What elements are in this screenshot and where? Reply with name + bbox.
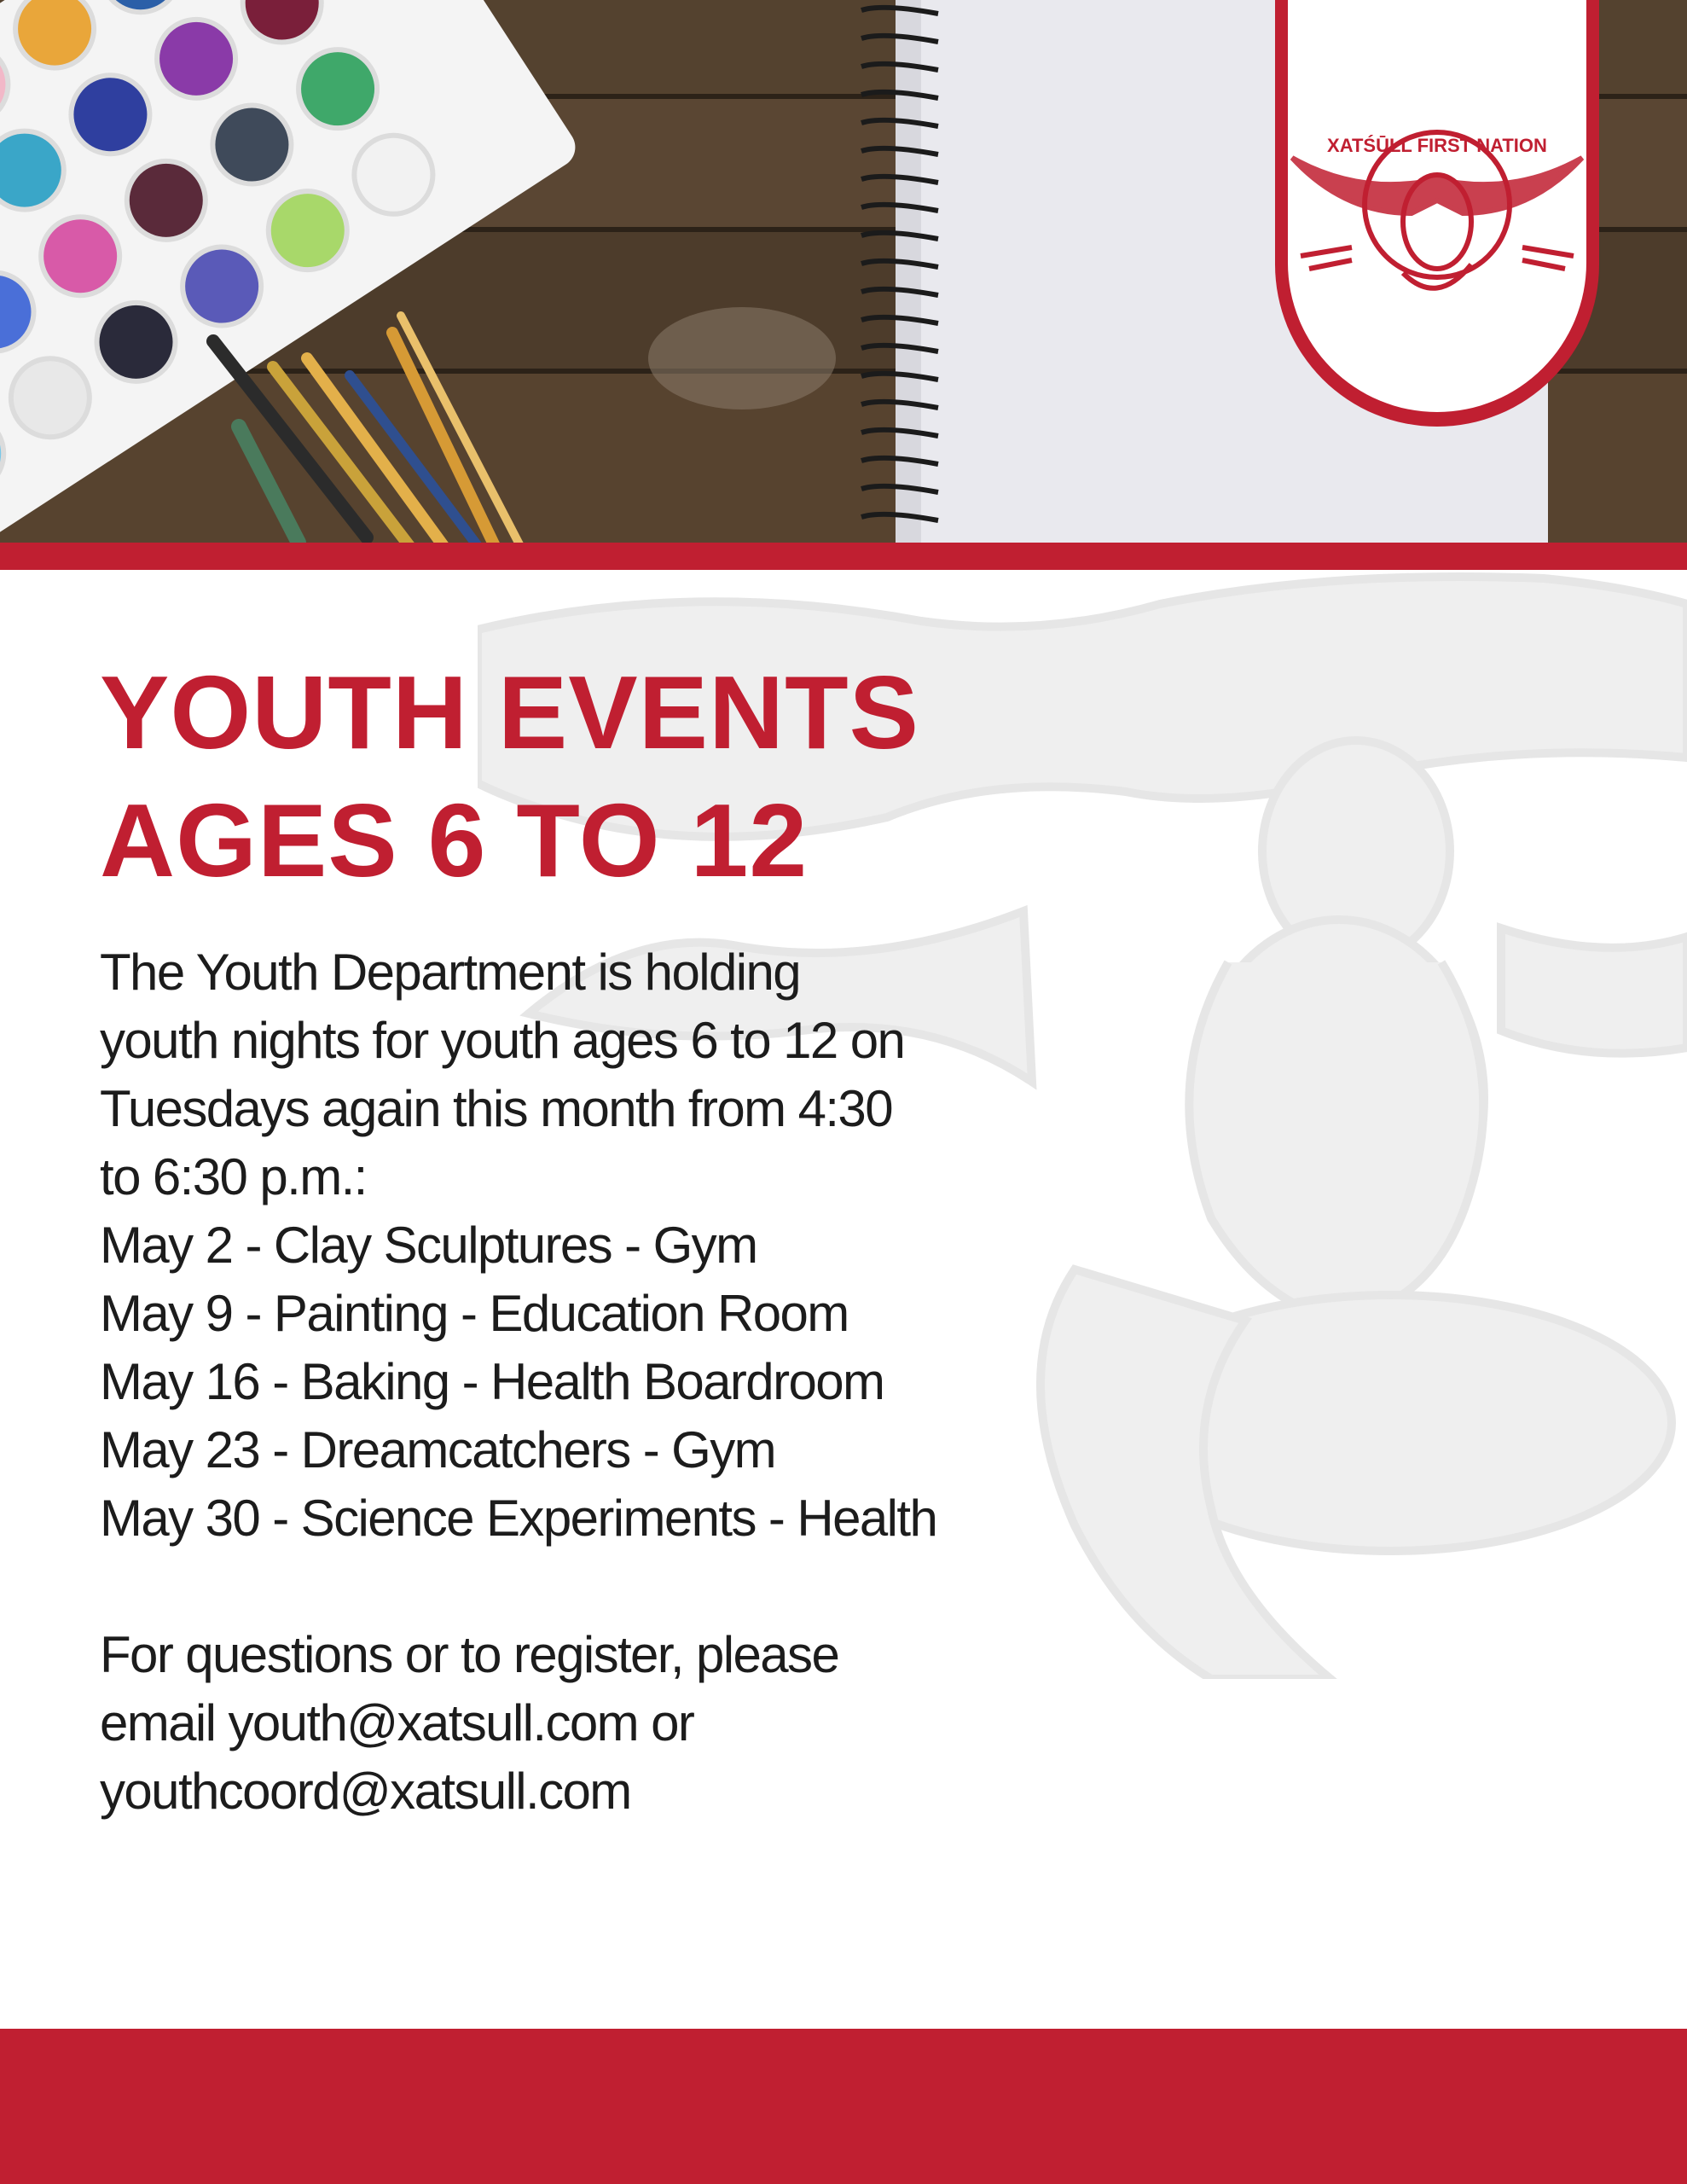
event-description [100, 938, 1072, 1826]
list-item: May 16 - Baking - Health Boardroom [100, 1353, 884, 1410]
top-divider-band [0, 543, 1687, 570]
event-list [100, 1211, 1072, 1553]
intro-line: youth nights for youth ages 6 to 12 on [100, 1012, 905, 1069]
list-item: May 9 - Painting - Education Room [100, 1285, 849, 1342]
list-item: May 2 - Clay Sculptures - Gym [100, 1217, 757, 1274]
logo-text: XATŚŪLL FIRST NATION [1327, 135, 1547, 156]
title-line-1: YOUTH EVENTS [100, 654, 920, 770]
contact-line: email youth@xatsull.com or [100, 1694, 694, 1751]
main-content [100, 648, 1072, 1826]
list-item: May 30 - Science Experiments - Health [100, 1490, 937, 1547]
title-line-2: AGES 6 TO 12 [100, 782, 809, 898]
intro-line: The Youth Department is holding [100, 944, 800, 1001]
intro-line: Tuesdays again this month from 4:30 [100, 1080, 892, 1137]
contact-line: youthcoord@xatsull.com [100, 1763, 631, 1820]
intro-line: to 6:30 p.m.: [100, 1148, 367, 1205]
page-title [100, 648, 1072, 904]
contact-line: For questions or to register, please [100, 1626, 839, 1683]
hero-image [0, 0, 1687, 543]
footer-band [0, 2029, 1687, 2184]
list-item: May 23 - Dreamcatchers - Gym [100, 1421, 776, 1478]
